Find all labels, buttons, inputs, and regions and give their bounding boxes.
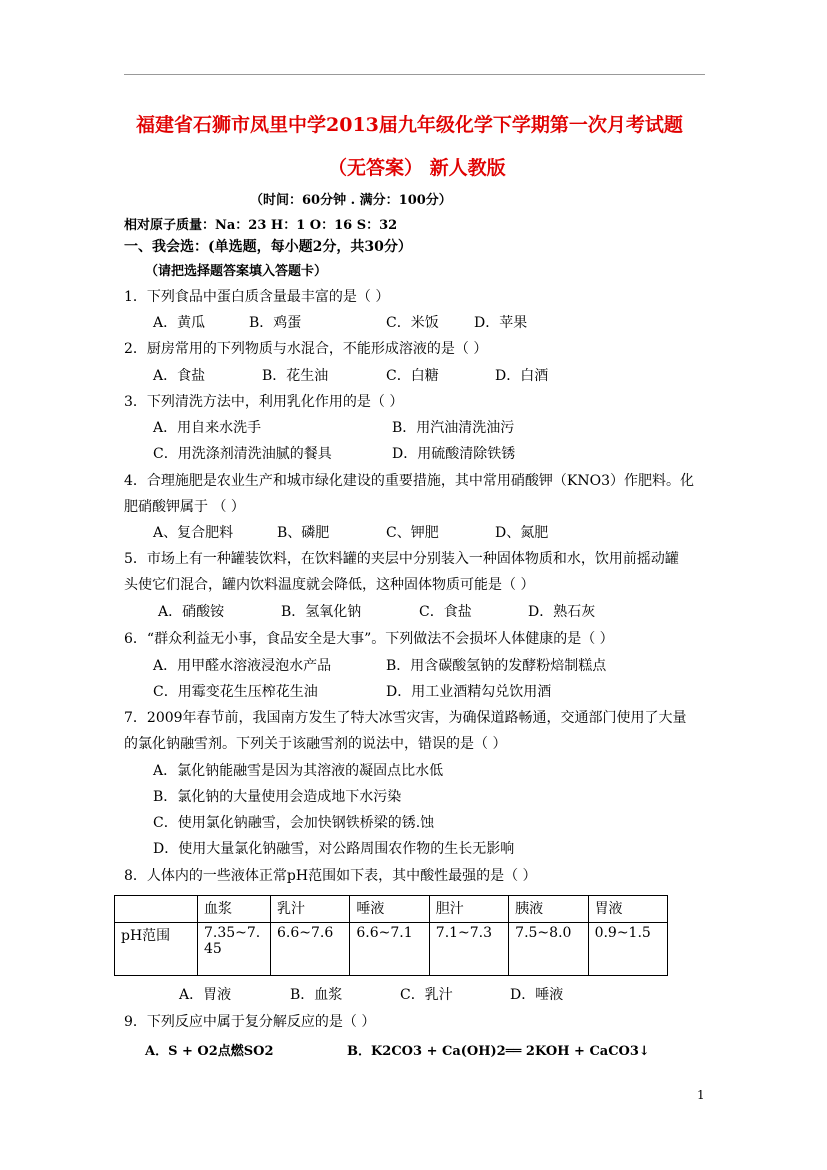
table-header-cell: 唾液 xyxy=(350,896,429,923)
option: D．唾液 xyxy=(510,987,564,1003)
table-header-cell: 血浆 xyxy=(198,896,271,923)
atomic-mass-line: 相对原子质量：Na：23 H：1 O：16 S：32 xyxy=(124,218,398,233)
question-stem: 8．人体内的一些液体正常pH范围如下表，其中酸性最强的是（ ） xyxy=(124,868,537,884)
question-stem: 1．下列食品中蛋白质含量最丰富的是（ ） xyxy=(124,289,390,305)
option: C．米饭 xyxy=(386,315,439,331)
option: D、氮肥 xyxy=(495,525,549,541)
table-header-cell: 胃液 xyxy=(588,896,667,923)
option: A．胃液 xyxy=(179,987,232,1003)
table-header-row xyxy=(115,896,668,923)
header-rule xyxy=(124,74,705,75)
table-cell: 7.35~7.45 xyxy=(198,923,271,976)
option: C．食盐 xyxy=(419,604,472,620)
table-row-label: pH范围 xyxy=(115,923,198,976)
option: B．鸡蛋 xyxy=(249,315,302,331)
question-stem: 7．2009年春节前，我国南方发生了特大冰雪灾害，为确保道路畅通，交通部门使用了大量 xyxy=(124,710,687,726)
option: A．硝酸铵 xyxy=(158,604,225,620)
option: A．氯化钠能融雪是因为其溶液的凝固点比水低 xyxy=(153,763,444,779)
table-cell: 0.9~1.5 xyxy=(588,923,667,976)
option: B．氢氧化钠 xyxy=(281,604,362,620)
option: A．食盐 xyxy=(153,368,206,384)
question-stem: 9．下列反应中属于复分解反应的是（ ） xyxy=(124,1014,376,1030)
option: D．熟石灰 xyxy=(528,604,596,620)
question-stem-cont: 的氯化钠融雪剂。下列关于该融雪剂的说法中，错误的是（ ） xyxy=(124,736,507,752)
section-heading: 一、我会选：(单选题，每小题2分，共30分） xyxy=(124,239,412,255)
option: B．K2CO3 + Ca(OH)2══ 2KOH + CaCO3↓ xyxy=(347,1044,650,1059)
question-stem-cont: 肥硝酸钾属于 （ ） xyxy=(124,499,245,515)
option: C、钾肥 xyxy=(386,525,439,541)
question-stem-cont: 头使它们混合，罐内饮料温度就会降低，这种固体物质可能是（ ） xyxy=(124,577,535,593)
question-stem: 2．厨房常用的下列物质与水混合，不能形成溶液的是（ ） xyxy=(124,341,488,357)
option: B．花生油 xyxy=(262,368,329,384)
option: B、磷肥 xyxy=(277,525,330,541)
option: B．氯化钠的大量使用会造成地下水污染 xyxy=(153,789,402,805)
question-stem: 6．“群众利益无小事，食品安全是大事”。下列做法不会损坏人体健康的是（ ） xyxy=(124,631,614,647)
option: A．S + O2点燃SO2 xyxy=(145,1044,274,1059)
option: C．用霉变花生压榨花生油 xyxy=(153,684,318,700)
option: B．用含碳酸氢钠的发酵粉焙制糕点 xyxy=(386,658,607,674)
table-cell: 7.1~7.3 xyxy=(429,923,508,976)
table-header-cell: 乳汁 xyxy=(271,896,350,923)
question-stem: 5．市场上有一种罐装饮料，在饮料罐的夹层中分别装入一种固体物质和水，饮用前摇动罐 xyxy=(124,551,679,567)
section-note: （请把选择题答案填入答题卡） xyxy=(145,264,328,279)
document-title-line2: （无答案） 新人教版 xyxy=(328,157,506,179)
question-stem: 3．下列清洗方法中，利用乳化作用的是（ ） xyxy=(124,394,404,410)
option: B．血浆 xyxy=(290,987,343,1003)
option: D．使用大量氯化钠融雪，对公路周围农作物的生长无影响 xyxy=(153,841,515,857)
table-row xyxy=(115,923,668,976)
option: D．苹果 xyxy=(474,315,528,331)
table-header-cell: 胆汁 xyxy=(429,896,508,923)
option: C．白糖 xyxy=(386,368,439,384)
ph-table xyxy=(114,895,668,976)
option: A．黄瓜 xyxy=(153,315,206,331)
table-cell: 6.6~7.1 xyxy=(350,923,429,976)
option: B．用汽油清洗油污 xyxy=(392,420,515,436)
table-cell: 7.5~8.0 xyxy=(509,923,588,976)
option: D．用工业酒精勾兑饮用酒 xyxy=(386,684,552,700)
option: C．用洗涤剂清洗油腻的餐具 xyxy=(153,446,332,462)
option: A．用甲醛水溶液浸泡水产品 xyxy=(153,658,332,674)
option: A、复合肥料 xyxy=(153,525,234,541)
question-stem: 4．合理施肥是农业生产和城市绿化建设的重要措施，其中常用硝酸钾（KNO3）作肥料。化 xyxy=(124,473,694,489)
exam-info: （时间：60分钟 . 满分：100分） xyxy=(250,193,452,208)
option: C．乳汁 xyxy=(400,987,453,1003)
table-header-cell xyxy=(115,896,198,923)
table-header-cell: 胰液 xyxy=(509,896,588,923)
page-number: 1 xyxy=(697,1088,705,1102)
option: D．用硫酸清除铁锈 xyxy=(392,446,516,462)
option: A．用自来水洗手 xyxy=(153,420,262,436)
option: C．使用氯化钠融雪，会加快钢铁桥梁的锈.蚀 xyxy=(153,815,435,831)
table-cell: 6.6~7.6 xyxy=(271,923,350,976)
option: D．白酒 xyxy=(495,368,549,384)
document-title-line1: 福建省石狮市凤里中学2013届九年级化学下学期第一次月考试题 xyxy=(136,114,683,136)
